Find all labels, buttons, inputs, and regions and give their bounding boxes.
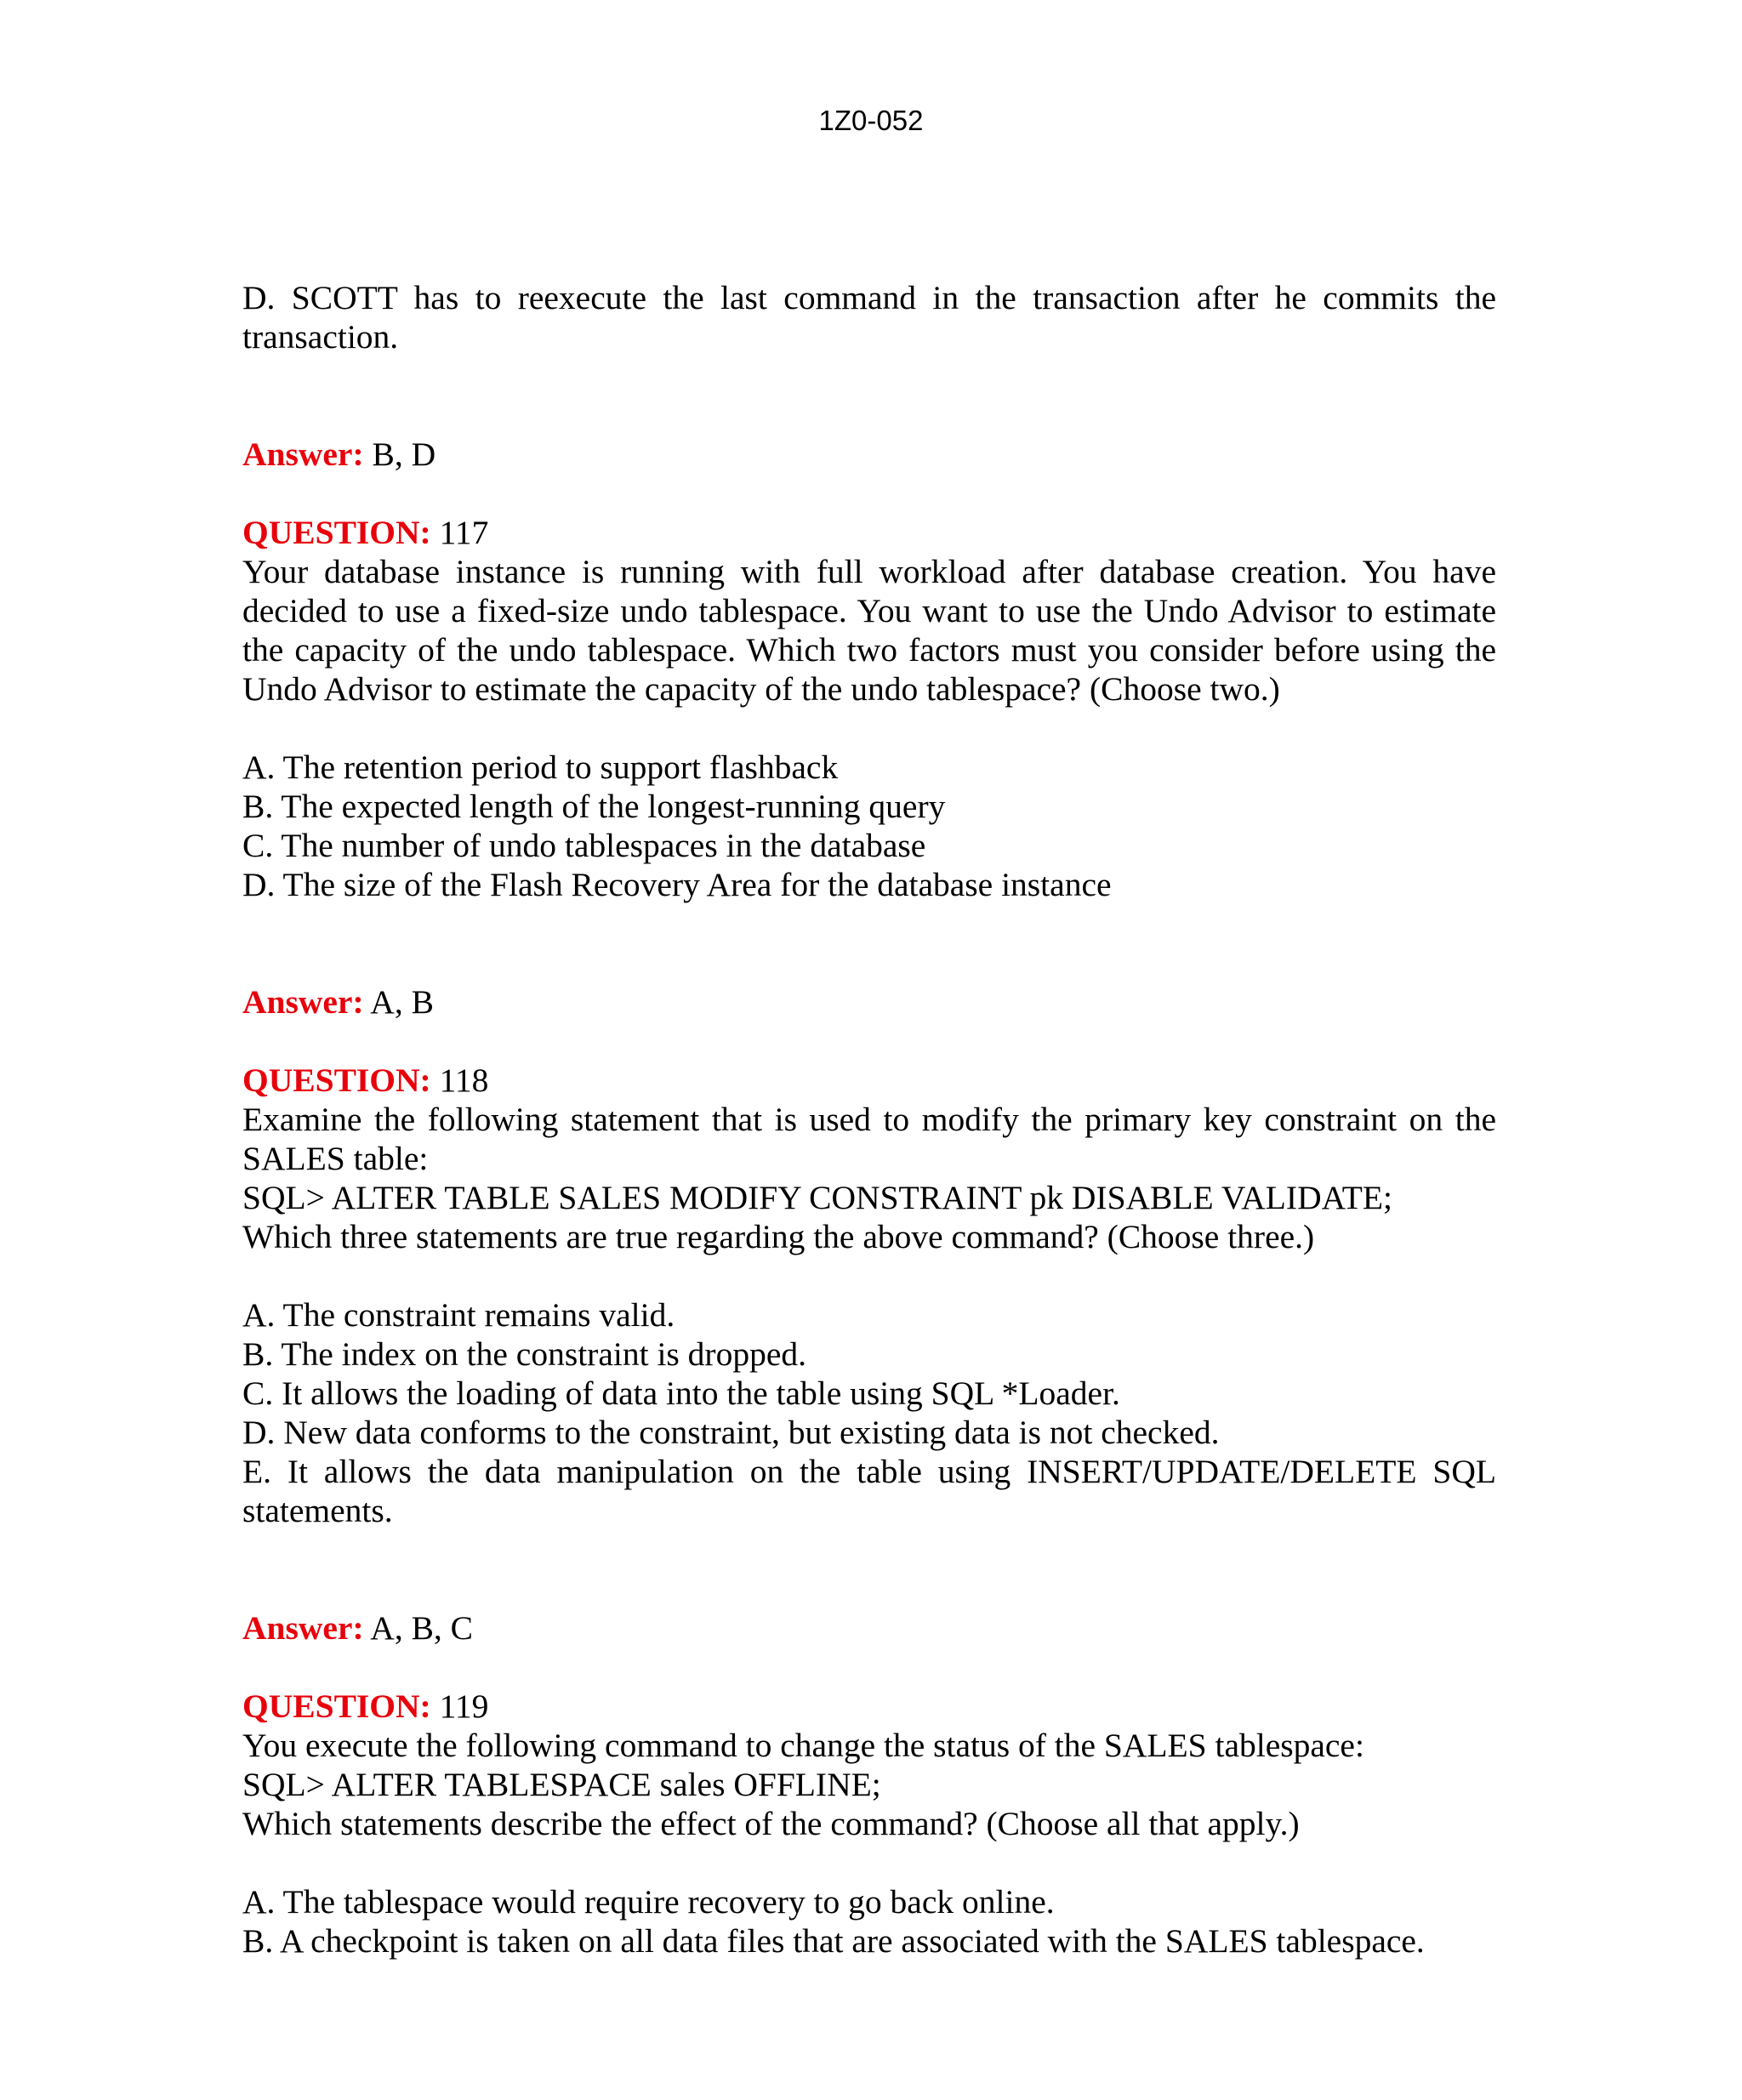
answer-118	[242, 1608, 1496, 1648]
question-117-options	[242, 748, 1496, 904]
option-a: A. The retention period to support flashback	[242, 748, 839, 786]
answer-label: Answer:	[242, 983, 364, 1021]
question-label: QUESTION:	[242, 1061, 431, 1099]
answer-value: B, D	[363, 435, 436, 473]
option-a: A. The tablespace would require recovery to go back online.	[242, 1883, 1055, 1921]
option-d: D. New data conforms to the constraint, but existing data is not checked.	[242, 1414, 1220, 1451]
answer-117	[242, 982, 1496, 1022]
question-118-text-2: Which three statements are true regarding the above command? (Choose three.)	[242, 1218, 1315, 1255]
page-header: 1Z0-052	[818, 105, 924, 136]
question-117-text: Your database instance is running with full workload after database creation. You have decided to use a fixed-size undo tablespace. You want to use the Undo Advisor to estimate the capacity of the undo tablespace. Which two factors must you consider before using the Undo Advisor to estimate the capacity of the undo tablespace? (Choose two.)	[242, 553, 1496, 708]
question-118-sql: SQL> ALTER TABLE SALES MODIFY CONSTRAINT pk DISABLE VALIDATE;	[242, 1179, 1392, 1216]
question-118-heading	[242, 1061, 1496, 1100]
option-d: D. The size of the Flash Recovery Area for the database instance	[242, 866, 1112, 903]
option-c: C. The number of undo tablespaces in the database	[242, 827, 926, 864]
answer-value: A, B, C	[363, 1609, 474, 1647]
question-118-options	[242, 1295, 1496, 1530]
question-118-text-1: Examine the following statement that is used to modify the primary key constraint on the SALES table:	[242, 1101, 1496, 1177]
option-e: E. It allows the data manipulation on the table using INSERT/UPDATE/DELETE SQL statements.	[242, 1453, 1496, 1529]
question-number: 118	[430, 1061, 489, 1099]
answer-116	[242, 435, 1496, 474]
option-c: C. It allows the loading of data into the table using SQL *Loader.	[242, 1374, 1120, 1412]
question-119-options	[242, 1882, 1496, 1961]
question-label: QUESTION:	[242, 1687, 431, 1725]
question-119-heading	[242, 1687, 1496, 1726]
question-number: 117	[430, 514, 489, 551]
answer-label: Answer:	[242, 1609, 364, 1647]
option-b: B. A checkpoint is taken on all data files that are associated with the SALES tablespace.	[242, 1922, 1425, 1960]
option-b: B. The index on the constraint is dropped.	[242, 1335, 806, 1373]
answer-value: A, B	[363, 983, 434, 1021]
question-119-text-1: You execute the following command to change the status of the SALES tablespace:	[242, 1727, 1364, 1764]
question-119-sql: SQL> ALTER TABLESPACE sales OFFLINE;	[242, 1766, 881, 1803]
question-label: QUESTION:	[242, 514, 431, 551]
question-117-heading	[242, 513, 1496, 552]
answer-label: Answer:	[242, 435, 364, 473]
option-a: A. The constraint remains valid.	[242, 1296, 675, 1334]
prev-option-d: D. SCOTT has to reexecute the last command in the transaction after he commits the transaction.	[242, 279, 1496, 356]
question-119-text-2: Which statements describe the effect of the command? (Choose all that apply.)	[242, 1805, 1300, 1842]
option-b: B. The expected length of the longest-running query	[242, 788, 946, 825]
question-number: 119	[430, 1687, 489, 1725]
page-content	[242, 278, 1496, 1961]
